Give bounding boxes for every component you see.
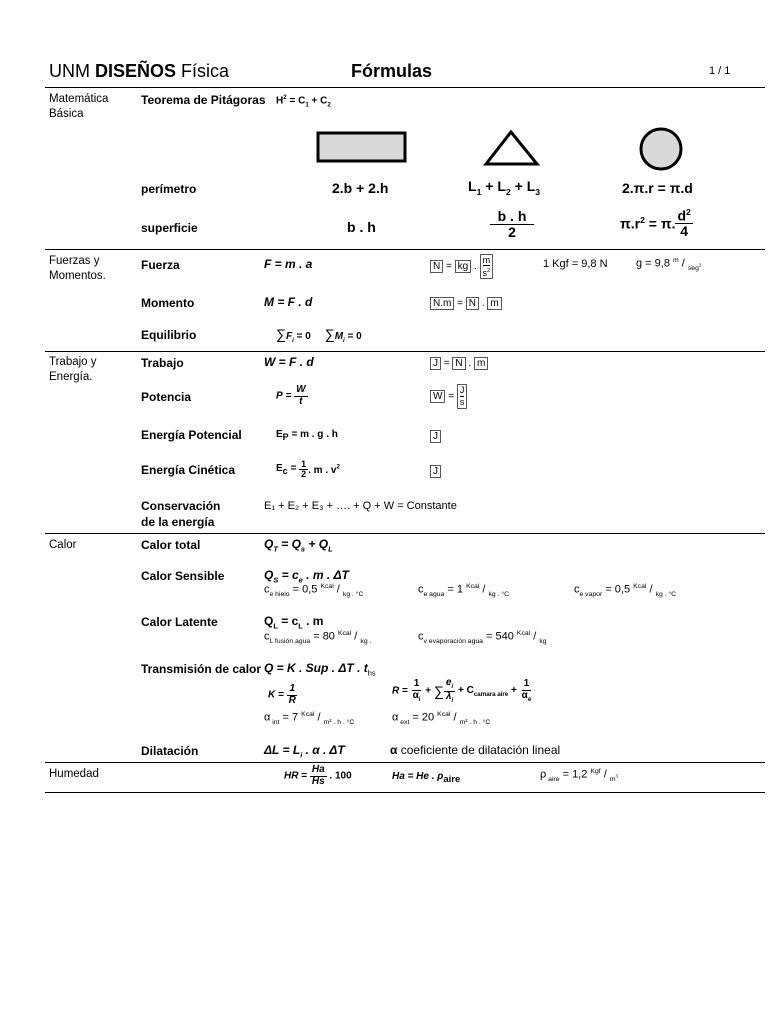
calor-latente-label: Calor Latente [141,615,218,629]
ep-unit: J [430,430,441,443]
calor-total-formula: $Q_T = Q_s + Q_L$ [264,537,333,554]
potencia-units: W = $\frac{J}{s}$ [430,384,467,409]
calor-sensible-formula: $Q_S = c_e$ . m . ΔT [264,568,349,585]
alpha-ext: α $_{ext}$ = 20 $^{Kcal}$ / $_{m^2 . h . ^\circ C}$ [392,711,491,726]
divider [45,249,765,250]
calor-sensible-label: Calor Sensible [141,569,225,583]
ep-label: Energía Potencial [141,428,242,442]
section-humedad: Humedad [49,768,99,780]
alpha-int: α $_{int}$ = 7 $^{Kcal}$ / $_{m^2 . h . ^\circ C}$ [264,711,355,726]
header-brand: UNM DISEÑOS Física [49,61,230,81]
rho-aire: ρ $_{aire}$ = 1,2 $^{Kgf}$ / $_{m^3}$ [540,768,618,783]
pitagoras-formula: $H^2 = C_1 + C_2$ [276,94,331,109]
fuerza-formula: F = m . a [264,257,313,271]
kgf-conversion: 1 Kgf = 9,8 N [543,258,608,270]
ce-hielo: $c_{e hielo} = 0,5$ $^{Kcal}$ / $_{kg . ^\circ C}$ [264,583,364,598]
divider [45,792,765,793]
page-title: Fórmulas [351,61,433,81]
cl-fusion: $c_{L fusión agua} = 80$ $^{Kcal}$ / $_{kg .}$ [264,630,372,645]
equilibrio-label: Equilibrio [141,328,197,342]
hr-formula: HR = $\frac{Ha}{Hs}$ . 100 [284,764,352,787]
ec-label: Energía Cinética [141,463,236,477]
perimetro-tri: $L_1 + L_2 + L_3$ [468,178,541,197]
pitagoras-label: Teorema de Pitágoras [141,93,266,107]
section-fuerzas: Fuerzas y Momentos. [49,255,106,282]
superficie-rect: b . h [347,219,376,235]
perimetro-circ: 2.π.r = π.d [622,180,693,196]
fuerza-label: Fuerza [141,258,180,272]
circle-shape [641,129,681,169]
rectangle-shape [318,133,405,161]
dilatacion-label: Dilatación [141,744,199,758]
superficie-circ: $\pi.r^2 = \pi$. $\frac{d^2}{4}$ [620,207,691,240]
conservacion-formula: E₁ + E₂ + E₃ + …. + Q + W = Constante [264,500,457,512]
superficie-label: superficie [141,221,198,235]
section-trabajo: Trabajo y Energía. [49,356,97,383]
superficie-tri: $\frac{b . h}{2}$ [490,209,534,239]
page-number: 1 / 1 [709,65,731,77]
momento-label: Momento [141,296,195,310]
momento-units: N.m = N . m [430,297,502,310]
dilatacion-formula: $\Delta L = L_i$ . α . ΔT [264,743,345,760]
transmision-formula: Q = K . Sup . ΔT . $t_{hs}$ [264,661,376,678]
cv-evaporacion: $c_{v evaporación agua} = 540$ $^{Kcal}$ / $_{kg}$ [418,630,547,645]
divider [45,533,765,534]
divider [45,87,765,88]
ep-formula: $E_P = m$ . g . h [276,429,338,442]
conservacion-label: Conservación de la energía [141,499,221,529]
section-calor: Calor [49,539,77,551]
transmision-label: Transmisión de calor [141,662,262,676]
trabajo-formula: W = F . d [264,355,314,369]
fuerza-units: N = kg . $\frac{m}{s^2}$ [430,254,493,279]
section-matematica: Matemática Básica [49,93,109,120]
divider [45,351,765,352]
trabajo-label: Trabajo [141,356,184,370]
perimetro-rect: 2.b + 2.h [332,180,389,196]
perimetro-label: perímetro [141,182,197,196]
ce-vapor: $c_{e vapor} = 0,5$ $^{Kcal}$ / $_{kg . ^\circ C}$ [574,583,677,598]
potencia-label: Potencia [141,390,192,404]
ce-agua: $c_{e agua} = 1$ $^{Kcal}$ / $_{kg . ^\circ C}$ [418,583,510,598]
trabajo-units: J = N . m [430,357,488,370]
r-formula: R = $\frac{1}{\alpha_i}$ + ∑ $\frac{e_i}{\lambda_i}$ + $C_{camara aire}$ + $\frac{1}{\alpha_e}$ [392,677,532,704]
calor-latente-formula: $Q_L = c_L$ . m [264,614,324,631]
potencia-formula: P = $\frac{W}{t}$ [276,384,306,407]
gravity-value: g = 9,8 $^m$ / $_{seg^2}$ [636,257,702,272]
ha-formula: Ha = He . $\rho_{aire}$ [392,771,461,785]
k-formula: K = $\frac{1}{R}$ [268,683,296,706]
dilatacion-desc: α coeficiente de dilatación lineal [390,743,561,757]
ec-unit: J [430,465,441,478]
triangle-shape [486,132,537,164]
ec-formula: $E_c$ = $\frac{1}{2}$ . m . $v^2$ [276,459,340,480]
equilibrio-formula: $\sum F_i = 0$ $\sum M_i = 0$ [276,326,362,344]
momento-formula: M = F . d [264,295,313,309]
divider [45,762,765,763]
calor-total-label: Calor total [141,538,201,552]
shapes-svg [300,120,720,175]
